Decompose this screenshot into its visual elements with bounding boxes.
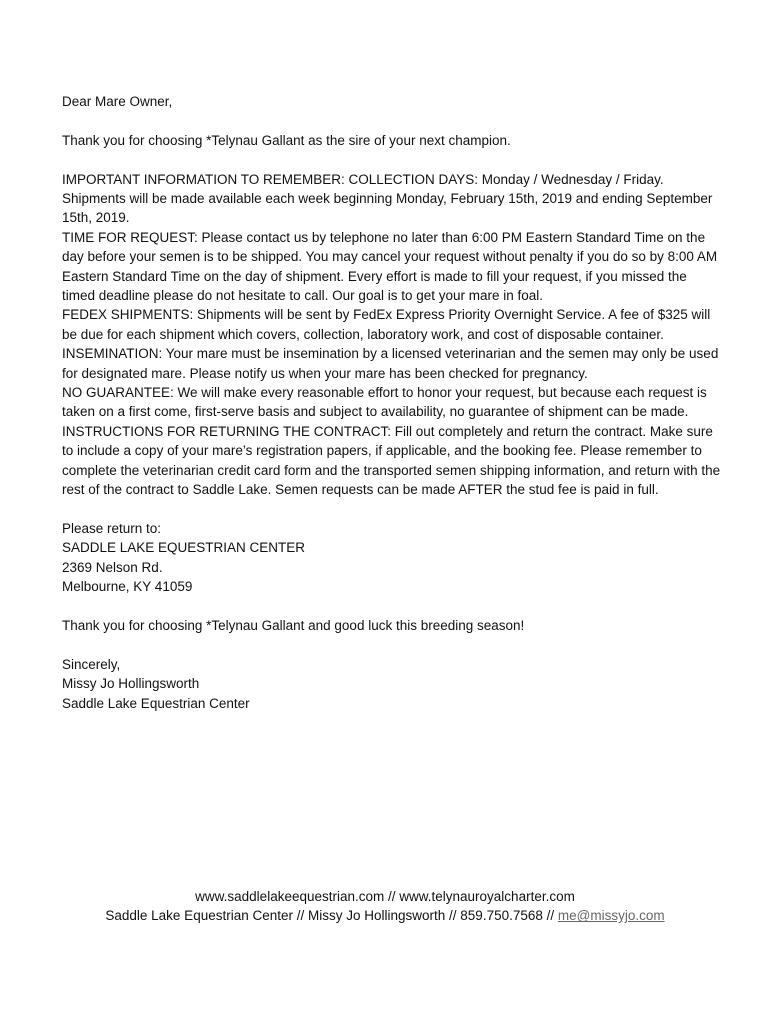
spacer [62,597,722,616]
signer-name: Missy Jo Hollingsworth [62,676,200,692]
closing-thanks: Thank you for choosing *Telynau Gallant and good luck this breeding season! [62,617,525,633]
footer-contact [0,906,770,925]
no-guarantee-paragraph: NO GUARANTEE: We will make every reasonable effort to honor your request, but because each request is taken on a first come, first-serve basis and subject to availability, no guarantee of shipment can be made. [62,385,707,420]
fedex-shipments-paragraph: FEDEX SHIPMENTS: Shipments will be sent by FedEx Express Priority Overnight Service. A fee of $325 will be due for each shipment which covers, collection, laboratory work, and cost of disposable container. [62,307,711,342]
footer [0,887,770,926]
email-link[interactable]: me@missyjo.com [557,908,665,924]
return-label: Please return to: [62,520,162,536]
return-name: SADDLE LAKE EQUESTRIAN CENTER [62,540,306,556]
intro-paragraph: Thank you for choosing *Telynau Gallant as the sire of your next champion. [62,132,511,148]
greeting: Dear Mare Owner, [62,94,173,109]
letter-body [62,92,722,713]
spacer [62,500,722,519]
spacer [62,111,722,130]
footer-contact-text: Saddle Lake Equestrian Center // Missy Jo Hollingsworth // 859.750.7568 // [105,908,558,924]
footer-websites: www.saddlelakeequestrian.com // www.telynauroyalcharter.com [195,889,575,904]
important-info-paragraph: IMPORTANT INFORMATION TO REMEMBER: COLLECTION DAYS: Monday / Wednesday / Friday. Shipments will be made available each week beginning Monday, February 15th, 2019 and ending September 15th, 2019. [62,171,713,226]
signer-organization: Saddle Lake Equestrian Center [62,695,250,711]
spacer [62,150,722,169]
valediction: Sincerely, [62,656,121,672]
time-for-request-paragraph: TIME FOR REQUEST: Please contact us by telephone no later than 6:00 PM Eastern Standard Time on the day before your semen is to be shipped. You may cancel your request without penalty if you do so by 8:00 AM Eastern Standard Time on the day of shipment. Every effort is made to fill your request, if you missed the timed deadline please do not hesitate to call. Our goal is to get your mare in foal. [62,229,718,304]
return-city: Melbourne, KY 41059 [62,579,193,595]
instructions-paragraph: INSTRUCTIONS FOR RETURNING THE CONTRACT: Fill out completely and return the contract. Make sure to include a copy of your mare’s registration papers, if applicable, and the booking fee. Please remember to complete the veterinarian credit card form and the transported semen shipping information, and return with the rest of the contract to Saddle Lake. Semen requests can be made AFTER the stud fee is paid in full. [62,423,721,498]
spacer [62,635,722,654]
return-street: 2369 Nelson Rd. [62,559,163,575]
insemination-paragraph: INSEMINATION: Your mare must be insemination by a licensed veterinarian and the semen may only be used for designated mare. Please notify us when your mare has been checked for pregnancy. [62,346,719,381]
